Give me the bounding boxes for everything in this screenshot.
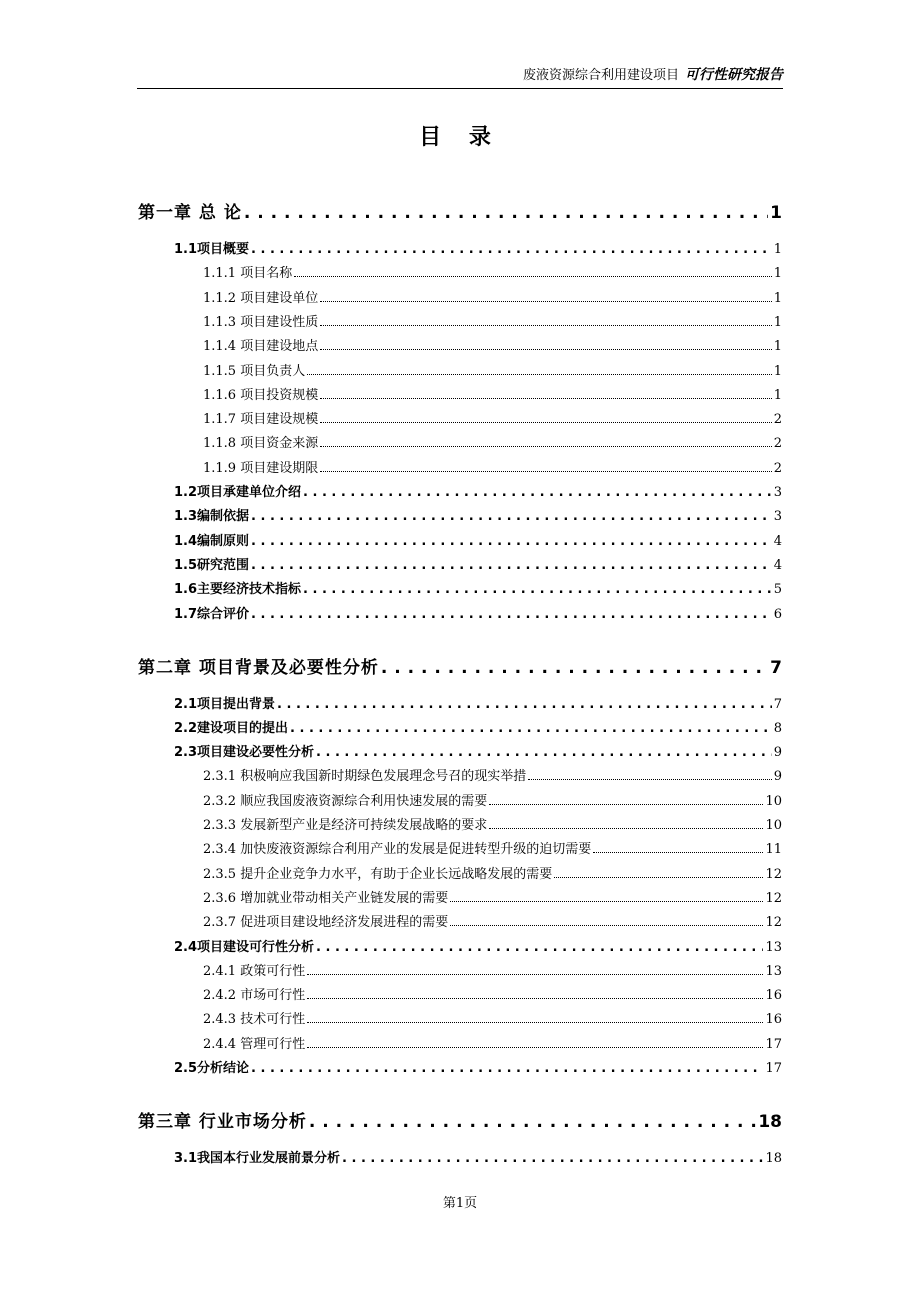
toc-entry-label: 2.4项目建设可行性分析	[174, 939, 315, 955]
toc-entry-sub[interactable]	[203, 286, 782, 306]
toc-entry-page: 3	[773, 485, 782, 500]
toc-entry-section[interactable]	[174, 553, 782, 573]
toc-entry-label: 2.3.7 促进项目建设地经济发展进程的需要	[203, 915, 449, 931]
toc-entry-page: 17	[765, 1061, 782, 1076]
toc-entry-section[interactable]	[174, 740, 782, 760]
toc-entry-label: 1.1.7 项目建设规模	[203, 412, 319, 428]
header-project-name: 废液资源综合利用建设项目	[522, 68, 679, 83]
toc-entry-label: 第一章 总 论	[138, 203, 242, 223]
dot-leader	[307, 1021, 763, 1023]
header-report-type: 可行性研究报告	[685, 67, 783, 83]
dot-leader	[307, 1046, 763, 1048]
page-header	[137, 66, 783, 89]
dot-leader	[381, 658, 768, 678]
toc-entry-chapter[interactable]	[138, 1104, 782, 1132]
toc-entry-sub[interactable]	[203, 359, 782, 379]
toc-entry-page: 7	[770, 657, 782, 678]
toc-entry-label: 2.4.3 技术可行性	[203, 1012, 306, 1028]
toc-entry-page: 10	[765, 793, 782, 809]
page-number: 第1页	[442, 1196, 478, 1211]
toc-entry-section[interactable]	[174, 1056, 782, 1076]
dot-leader	[303, 485, 772, 500]
dot-leader	[320, 397, 772, 399]
dot-leader	[528, 778, 772, 780]
dot-leader	[320, 445, 772, 447]
dot-leader	[303, 582, 772, 597]
dot-leader	[316, 940, 763, 955]
toc-entry-page: 6	[773, 606, 782, 622]
toc-entry-label: 1.1.9 项目建设期限	[203, 460, 319, 476]
dot-leader	[309, 1112, 756, 1132]
dot-leader	[489, 827, 763, 829]
toc-entry-page: 2	[773, 436, 782, 452]
toc-entry-section[interactable]	[174, 1146, 782, 1166]
toc-entry-label: 1.6主要经济技术指标	[174, 582, 302, 598]
dot-leader	[489, 803, 763, 805]
toc-entry-sub[interactable]	[203, 261, 782, 281]
toc-entry-page: 1	[773, 363, 782, 379]
dot-leader	[290, 721, 772, 736]
toc-entry-section[interactable]	[174, 480, 782, 500]
toc-entry-label: 2.3项目建设必要性分析	[174, 745, 315, 761]
dot-leader	[316, 745, 772, 760]
toc-entry-page: 1	[773, 387, 782, 403]
toc-entry-chapter[interactable]	[138, 195, 782, 223]
toc-entry-page: 1	[773, 290, 782, 306]
dot-leader	[307, 997, 763, 999]
toc-entry-page: 4	[773, 533, 782, 549]
toc-entry-label: 1.1.8 项目资金来源	[203, 436, 319, 452]
toc-entry-page: 9	[773, 769, 782, 785]
page-footer	[0, 1192, 920, 1211]
toc-entry-section[interactable]	[174, 237, 782, 257]
toc-entry-sub[interactable]	[203, 813, 782, 833]
toc-entry-label: 第二章 项目背景及必要性分析	[138, 657, 379, 678]
toc-entry-page: 12	[765, 866, 782, 882]
toc-entry-label: 1.5研究范围	[174, 557, 250, 573]
toc-entry-page: 1	[773, 314, 782, 330]
toc-entry-sub[interactable]	[203, 334, 782, 354]
toc-entry-page: 10	[765, 818, 782, 833]
dot-leader	[593, 851, 763, 853]
toc-entry-section[interactable]	[174, 716, 782, 736]
toc-entry-label: 2.4.4 管理可行性	[203, 1036, 306, 1052]
toc-entry-page: 5	[773, 582, 782, 598]
toc-entry-page: 13	[765, 939, 782, 955]
toc-entry-sub[interactable]	[203, 886, 782, 906]
toc-title: 目 录	[419, 125, 501, 150]
dot-leader	[320, 421, 772, 423]
toc-entry-page: 12	[765, 915, 782, 931]
dot-leader	[251, 242, 772, 257]
toc-entry-page: 1	[770, 203, 782, 223]
toc-entry-sub[interactable]	[203, 1032, 782, 1052]
toc-entry-label: 2.3.3 发展新型产业是经济可持续发展战略的要求	[203, 818, 488, 833]
toc-entry-page: 4	[773, 557, 782, 573]
dot-leader	[320, 300, 772, 302]
toc-entry-sub[interactable]	[203, 910, 782, 930]
toc-entry-page: 13	[765, 963, 782, 979]
toc-entry-page: 1	[773, 266, 782, 282]
dot-leader	[251, 534, 772, 549]
dot-leader	[251, 607, 772, 622]
dot-leader	[307, 373, 772, 375]
toc-entry-sub[interactable]	[203, 1007, 782, 1027]
dot-leader	[307, 973, 763, 975]
toc-entry-page: 8	[773, 720, 782, 736]
toc-entry-label: 2.3.6 增加就业带动相关产业链发展的需要	[203, 890, 449, 906]
toc-entry-label: 2.3.1 积极响应我国新时期绿色发展理念号召的现实举措	[203, 769, 527, 785]
toc-entry-section[interactable]	[174, 577, 782, 597]
toc-entry-label: 2.2建设项目的提出	[174, 720, 289, 736]
toc-entry-label: 2.4.1 政策可行性	[203, 963, 306, 979]
toc-entry-page: 18	[765, 1151, 782, 1166]
toc-entry-sub[interactable]	[203, 862, 782, 882]
dot-leader	[320, 324, 772, 326]
toc-entry-label: 1.1.3 项目建设性质	[203, 314, 319, 330]
toc-entry-sub[interactable]	[203, 456, 782, 476]
dot-leader	[342, 1151, 763, 1166]
toc-entry-label: 2.3.5 提升企业竞争力水平，有助于企业长远战略发展的需要	[203, 866, 553, 882]
dot-leader	[251, 509, 772, 524]
toc-entry-sub[interactable]	[203, 789, 782, 809]
toc-entry-page: 17	[765, 1036, 782, 1052]
toc-entry-sub[interactable]	[203, 407, 782, 427]
toc-entry-page: 2	[773, 460, 782, 476]
toc-entry-label: 2.5分析结论	[174, 1061, 250, 1076]
toc-entry-section[interactable]	[174, 602, 782, 622]
toc-entry-section[interactable]	[174, 529, 782, 549]
toc-entry-sub[interactable]	[203, 983, 782, 1003]
toc-entry-page: 9	[773, 745, 782, 761]
dot-leader	[320, 348, 772, 350]
toc-entry-sub[interactable]	[203, 310, 782, 330]
toc-entry-page: 7	[773, 696, 782, 712]
toc-entry-label: 2.3.2 顺应我国废液资源综合利用快速发展的需要	[203, 793, 488, 809]
toc-entry-label: 3.1我国本行业发展前景分析	[174, 1151, 341, 1166]
toc-entry-page: 16	[765, 1012, 782, 1028]
toc-entry-label: 第三章 行业市场分析	[138, 1112, 307, 1132]
toc-entry-sub[interactable]	[203, 959, 782, 979]
toc-entry-label: 1.1.5 项目负责人	[203, 363, 306, 379]
toc-entry-label: 1.1.2 项目建设单位	[203, 290, 319, 306]
toc-entry-page: 3	[773, 509, 782, 525]
toc-entry-label: 1.4编制原则	[174, 533, 250, 549]
dot-leader	[450, 900, 763, 902]
toc-entry-page: 11	[765, 842, 782, 858]
toc-entry-sub[interactable]	[203, 837, 782, 857]
toc-entry-label: 2.1项目提出背景	[174, 696, 276, 712]
dot-leader	[277, 697, 772, 712]
dot-leader	[251, 1061, 763, 1076]
toc-entry-page: 1	[773, 242, 782, 257]
toc-entry-label: 2.4.2 市场可行性	[203, 988, 306, 1004]
toc-entry-chapter[interactable]	[138, 650, 782, 678]
toc-entry-page: 18	[758, 1112, 782, 1132]
toc-entry-page: 16	[765, 988, 782, 1004]
toc-entry-section[interactable]	[174, 935, 782, 955]
toc-entry-label: 1.1.1 项目名称	[203, 266, 293, 282]
toc-entry-sub[interactable]	[203, 764, 782, 784]
toc-entry-label: 1.3编制依据	[174, 509, 250, 525]
toc-entry-sub[interactable]	[203, 383, 782, 403]
toc-entry-page: 12	[765, 890, 782, 906]
toc-entry-label: 2.3.4 加快废液资源综合利用产业的发展是促进转型升级的迫切需要	[203, 842, 592, 858]
toc-entry-sub[interactable]	[203, 431, 782, 451]
toc-entry-section[interactable]	[174, 692, 782, 712]
toc-entry-label: 1.2项目承建单位介绍	[174, 485, 302, 500]
toc-entry-page: 2	[773, 412, 782, 428]
dot-leader	[320, 470, 772, 472]
dot-leader	[244, 203, 768, 223]
dot-leader	[251, 558, 772, 573]
dot-leader	[554, 876, 763, 878]
dot-leader	[450, 924, 763, 926]
toc-entry-section[interactable]	[174, 504, 782, 524]
toc-entry-page: 1	[773, 339, 782, 355]
toc-entry-label: 1.7综合评价	[174, 606, 250, 622]
toc-entry-label: 1.1项目概要	[174, 242, 250, 257]
dot-leader	[294, 275, 772, 277]
toc-entry-label: 1.1.6 项目投资规模	[203, 387, 319, 403]
toc-entry-label: 1.1.4 项目建设地点	[203, 339, 319, 355]
